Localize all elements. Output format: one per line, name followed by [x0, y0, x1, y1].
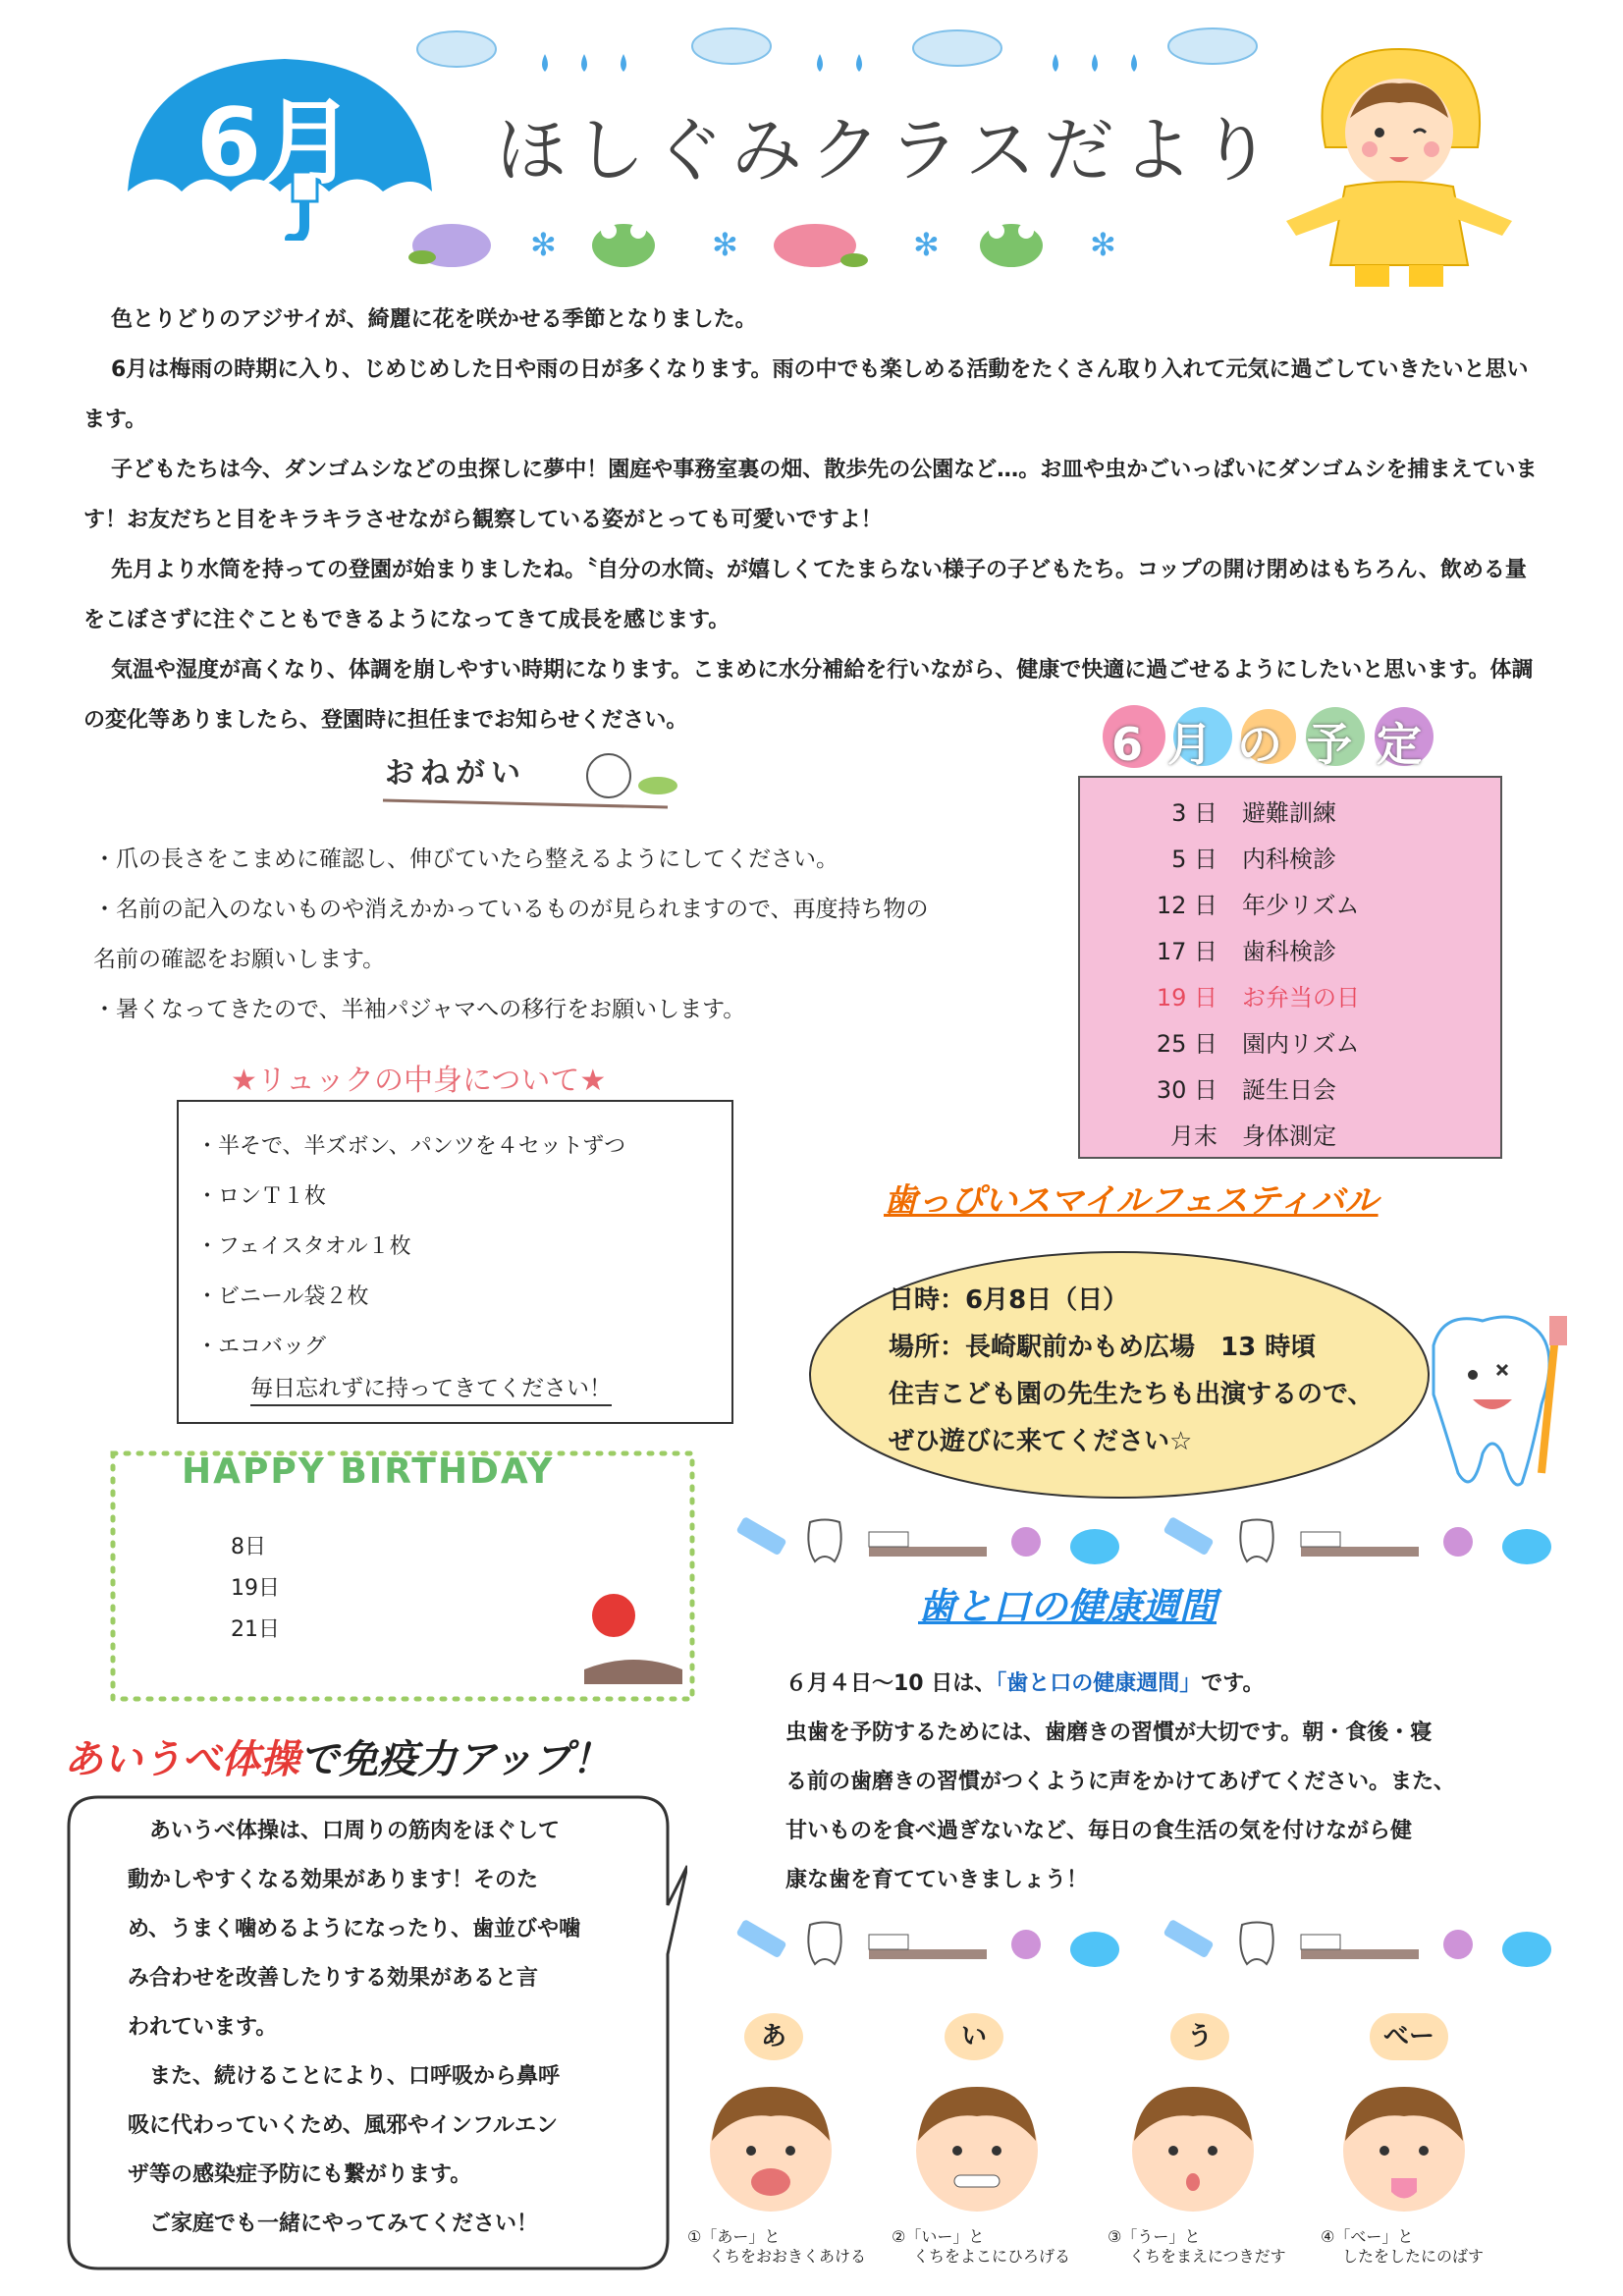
health-lead: ６月４日～10 日は、「歯と口の健康週間」です。	[785, 1671, 1265, 1696]
festival-title: 歯っぴいスマイルフェスティバル	[884, 1181, 1379, 1221]
aiube-line: 吸に代わっていくため、風邪やインフルエン	[128, 2113, 559, 2138]
schedule-row-highlight: 19 日 お弁当の日	[1156, 984, 1360, 1011]
health-line: 甘いものを食べ過ぎないなど、毎日の食生活の気を付けながら健	[785, 1819, 1413, 1843]
raincoat-child-illustration	[1267, 39, 1532, 295]
aiube-line: め、うまく噛めるようになったり、歯並びや噛	[128, 1917, 581, 1941]
face-label: う	[1170, 2013, 1229, 2060]
list-item: ・ロンＴ１枚	[196, 1184, 327, 1209]
birthday-date: 19日	[231, 1576, 280, 1601]
health-line: 康な歯を育てていきましょう！	[785, 1868, 1089, 1892]
svg-text:✻: ✻	[913, 226, 940, 263]
rain-drops-decoration	[407, 25, 1291, 83]
intro-paragraph: 子どもたちは今、ダンゴムシなどの虫探しに夢中！園庭や事務室裏の畑、散歩先の公園など…。お皿や虫かごいっぱいにダンゴムシを捕まえています！お友だちと目をキラキラさせながら観察している姿がとっても可愛いですよ！	[83, 458, 1538, 532]
festival-line: ぜひ遊びに来てください☆	[889, 1427, 1193, 1456]
birthday-date: 8日	[231, 1535, 266, 1559]
aiube-line: また、続けることにより、口呼吸から鼻呼	[149, 2064, 561, 2089]
birthday-dates	[231, 1527, 280, 1651]
face-label: べー	[1370, 2013, 1448, 2060]
face-be-icon	[1330, 2072, 1478, 2219]
face-caption: ④「べー」と したをしたにのばす	[1321, 2227, 1485, 2266]
list-item: ・名前の記入のないものや消えかかっているものが見られますので、再度持ち物の	[93, 897, 929, 922]
list-item: ・暑くなってきたので、半袖パジャマへの移行をお願いします。	[93, 997, 746, 1022]
tooth-mascot-icon	[1404, 1306, 1591, 1503]
list-item: ・爪の長さをこまめに確認し、伸びていたら整えるようにしてください。	[93, 847, 839, 872]
onegai-list	[93, 835, 1036, 1035]
list-item: ・半そで、半ズボン、パンツを４セットずつ	[196, 1134, 626, 1159]
health-line: る前の歯磨きの習慣がつくように声をかけてあげてください。また、	[785, 1770, 1456, 1794]
ryukku-list	[196, 1121, 625, 1372]
aiube-title: あいうべ体操で免疫力アップ！	[64, 1737, 612, 1782]
cake-icon	[574, 1591, 692, 1699]
schedule-row: 12 日 年少リズム	[1156, 892, 1360, 919]
dental-icons-row	[731, 1507, 1596, 1576]
face-caption: ①「あー」と くちをおおきくあける	[687, 2227, 867, 2266]
face-label: あ	[744, 2013, 803, 2060]
aiube-text	[128, 1807, 638, 2249]
festival-line: 住吉こども園の先生たちも出演するので、	[889, 1380, 1374, 1409]
face-u-icon	[1119, 2072, 1267, 2219]
face-caption: ②「いー」と くちをよこにひろげる	[892, 2227, 1071, 2266]
intro-paragraph: 6月は梅雨の時期に入り、じめじめした日や雨の日が多くなります。雨の中でも楽しめる活動をたくさん取り入れて元気に過ごしていきたいと思います。	[83, 357, 1529, 432]
page-title: ほしぐみクラスだより	[496, 109, 1279, 191]
list-item: ・エコバッグ	[196, 1335, 327, 1359]
ryukku-title: ★リュックの中身について★	[231, 1064, 607, 1098]
svg-text:✻: ✻	[1090, 226, 1116, 263]
birthday-date: 21日	[231, 1617, 280, 1642]
hydrangea-frog-decoration	[403, 206, 1149, 285]
schedule-row: 17 日 歯科検診	[1156, 938, 1336, 965]
ryukku-footer: 毎日忘れずに持ってきてください！	[250, 1370, 612, 1406]
aiube-line: われています。	[128, 2015, 278, 2040]
birthday-title: HAPPY BIRTHDAY	[182, 1451, 555, 1492]
aiube-line: あいうべ体操は、口周りの筋肉をほぐして	[149, 1819, 561, 1843]
festival-details	[889, 1277, 1373, 1465]
list-item: ・フェイスタオル１枚	[196, 1234, 411, 1259]
health-week-title: 歯と口の健康週間	[918, 1585, 1217, 1628]
schedule-title: 6月の予定	[1111, 718, 1447, 771]
schedule-row: 30 日 誕生日会	[1156, 1076, 1336, 1104]
festival-line: 日時：6月8日（日）	[889, 1285, 1129, 1315]
intro-text	[83, 295, 1546, 745]
schedule-row: 25 日 園内リズム	[1156, 1030, 1360, 1058]
face-caption: ③「うー」と くちをまえにつきだす	[1108, 2227, 1286, 2266]
list-item: ・ビニール袋２枚	[196, 1285, 369, 1309]
festival-line: 場所：長崎駅前かもめ広場 13 時頃	[889, 1333, 1317, 1362]
aiube-line: 動かしやすくなる効果があります！そのた	[128, 1868, 539, 1892]
face-label: い	[945, 2013, 1003, 2060]
aiube-line: ご家庭でも一緒にやってみてください！	[149, 2212, 539, 2236]
intro-paragraph: 先月より水筒を持っての登園が始まりましたね。〝自分の水筒〟が嬉しくてたまらない様子の子どもたち。コップの開け閉めはもちろん、飲める量をこぼさずに注ぐこともできるようになってきて成長を感じます。	[83, 558, 1527, 632]
schedule-row: 月末 身体測定	[1170, 1122, 1336, 1150]
aiube-line: み合わせを改善したりする効果があると言	[128, 1966, 539, 1991]
health-line: 虫歯を予防するためには、歯磨きの習慣が大切です。朝・食後・寝	[785, 1721, 1433, 1745]
schedule-row: 5 日 内科検診	[1171, 846, 1336, 873]
face-a-icon	[697, 2072, 844, 2219]
schedule-row: 3 日 避難訓練	[1171, 799, 1336, 827]
month-label: 6月	[196, 89, 355, 197]
svg-text:✻: ✻	[712, 226, 738, 263]
dental-icons-row	[731, 1910, 1596, 1979]
intro-paragraph: 色とりどりのアジサイが、綺麗に花を咲かせる季節となりました。	[111, 307, 757, 332]
svg-text:✻: ✻	[530, 226, 557, 263]
list-item: 名前の確認をお願いします。	[93, 947, 386, 972]
onegai-title: おねがい	[385, 756, 526, 791]
intro-paragraph: 気温や湿度が高くなり、体調を崩しやすい時期になります。こまめに水分補給を行いながら、健康で快適に過ごせるようにしたいと思います。体調の変化等ありましたら、登園時に担任までお知らせください。	[83, 658, 1534, 733]
aiube-line: ザ等の感染症予防にも繋がります。	[128, 2162, 472, 2187]
face-i-icon	[903, 2072, 1051, 2219]
health-week-text	[785, 1660, 1561, 1905]
